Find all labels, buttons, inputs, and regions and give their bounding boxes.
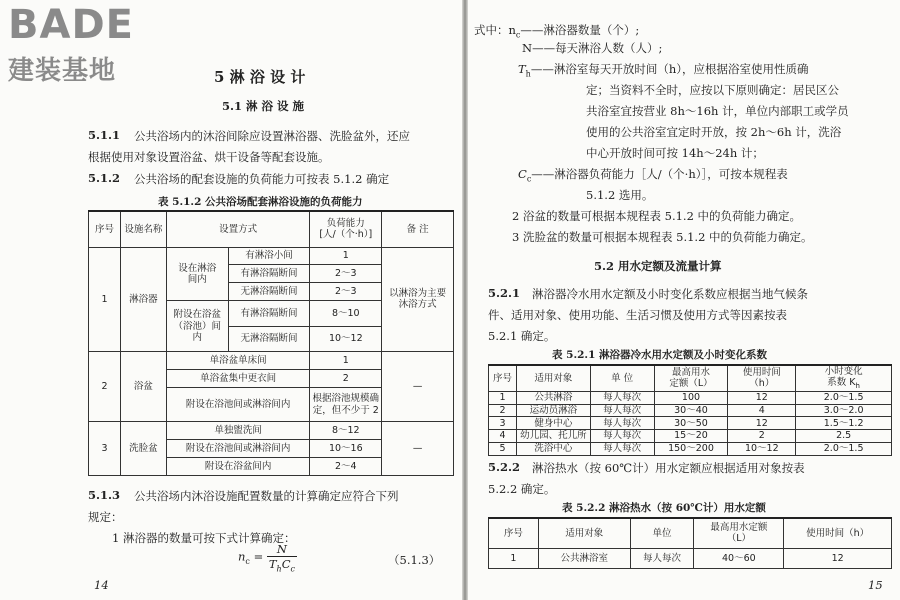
table-cell: 8～12 [310, 422, 382, 440]
table-cell: 10～12 [310, 326, 382, 351]
table-cell: 12 [784, 548, 892, 569]
para-513-line2: 规定： [88, 510, 123, 524]
table-cell: 12 [728, 417, 796, 430]
page-number-left: 14 [94, 578, 109, 592]
row-1-facility: 淋浴器 [120, 247, 166, 352]
table-cell: 100 [654, 391, 728, 404]
row-3-note: — [382, 422, 454, 476]
t521-header-unit: 单 位 [590, 365, 654, 391]
table-row [489, 391, 892, 404]
row-1-group-a: 设在淋浴 间内 [166, 247, 228, 301]
t522-header-unit: 单位 [630, 518, 694, 548]
table-cell: 12 [728, 391, 796, 404]
table-cell: 无淋浴隔断间 [228, 283, 310, 301]
where-line-3d: 共浴室宜按营业 8h～16h 计，单位内部职工或学员 [586, 104, 849, 118]
table-cell: 每人每次 [590, 430, 654, 443]
para-521-num: 5.2.1 [488, 286, 521, 300]
header-note: 备 注 [382, 211, 454, 247]
where-line-3: $T_h——$淋浴室每天开放时间（h），应根据浴室使用性质确 [518, 62, 809, 79]
table-cell: 150～200 [654, 443, 728, 456]
table-521 [488, 364, 892, 456]
table-cell: 有淋浴隔断间 [228, 265, 310, 283]
para-521-line1: 淋浴器冷水用水定额及小时变化系数应根据当地气候条 [532, 287, 808, 301]
table-cell: 30～40 [654, 404, 728, 417]
table-cell: 无淋浴隔断间 [228, 326, 310, 351]
table-cell: 40～60 [694, 548, 784, 569]
para-521-line3: 5.2.1 确定。 [488, 329, 556, 343]
table-cell: 1.5～1.2 [796, 417, 892, 430]
para-511-line1: 公共浴场内的沐浴间除应设置淋浴器、洗脸盆外，还应 [134, 129, 410, 143]
where-line-1: 式中：$n_c——$淋浴器数量（个）; [474, 23, 640, 40]
table-cell: 2.0～1.5 [796, 443, 892, 456]
table-cell: 10～16 [310, 440, 382, 458]
table-cell: 洗浴中心 [516, 443, 590, 456]
row-1-index: 1 [89, 247, 121, 352]
para-522-num: 5.2.2 [488, 460, 521, 474]
row-3-facility: 洗脸盆 [120, 422, 166, 476]
table-cell: 有淋浴隔断间 [228, 301, 310, 326]
where-line-3e: 使用的公共浴室宜定时开放，按 2h～6h 计，洗浴 [586, 125, 842, 139]
table-cell: 公共淋浴 [516, 391, 590, 404]
table-cell: 2 [728, 430, 796, 443]
table-cell: 附设在浴池间或淋浴间内 [166, 388, 310, 422]
row-2-note: — [382, 352, 454, 422]
para-521-line2: 件、适用对象、使用功能、生活习惯及使用方式等因素按表 [488, 308, 787, 322]
table-cell: 3.0～2.0 [796, 404, 892, 417]
para-512-num: 5.1.2 [88, 171, 121, 185]
table-cell: 4 [728, 404, 796, 417]
table-cell: 单浴盆集中更衣间 [166, 370, 310, 388]
row-2-facility: 浴盆 [120, 352, 166, 422]
table-cell: 幼儿园、托儿所 [516, 430, 590, 443]
t522-header-index: 序号 [489, 518, 539, 548]
table-cell: 单浴盆单床间 [166, 352, 310, 370]
para-511-num: 5.1.1 [88, 128, 121, 142]
where-line-3c: 定；当资料不全时，应按以下原则确定：居民区公 [586, 83, 839, 97]
table-cell: 15～20 [654, 430, 728, 443]
table-cell: 2～4 [310, 457, 382, 475]
table-cell: 1 [310, 352, 382, 370]
para-522-line2: 5.2.2 确定。 [488, 482, 556, 496]
table-cell: 8～10 [310, 301, 382, 326]
table-cell: 2 [310, 370, 382, 388]
table-cell: 2～3 [310, 265, 382, 283]
table-cell: 2～3 [310, 283, 382, 301]
row-1-note: 以淋浴为主要 沐浴方式 [382, 247, 454, 352]
t522-header-time: 使用时间（h） [784, 518, 892, 548]
table-cell: 附设在浴池间或淋浴间内 [166, 440, 310, 458]
para-512-line1: 公共浴场的配套设施的负荷能力可按表 5.1.2 确定 [134, 172, 390, 186]
table-cell: 4 [489, 430, 517, 443]
item-1: 1 淋浴器的数量可按下式计算确定： [112, 531, 296, 545]
para-513-num: 5.1.3 [88, 488, 121, 502]
header-capacity: 负荷能力 [人/（个·h）] [310, 211, 382, 247]
table-cell: 1 [489, 391, 517, 404]
item-2: 2 浴盆的数量可根据本规程表 5.1.2 中的负荷能力确定。 [512, 209, 802, 223]
row-1-group-b: 附设在浴盆 （浴池）间内 [166, 301, 228, 352]
table-cell: 每人每次 [590, 417, 654, 430]
table-row [489, 404, 892, 417]
formula-513: $n_c$ = $\frac{N}{T_hC_c}$ [238, 542, 295, 574]
table-cell: 每人每次 [630, 548, 694, 569]
right-page [468, 0, 900, 600]
table-row [489, 417, 892, 430]
table-row [489, 443, 892, 456]
where-line-4c: 5.1.2 选用。 [586, 188, 654, 202]
table-row [489, 548, 892, 569]
table-cell: 1 [310, 247, 382, 265]
table-cell: 5 [489, 443, 517, 456]
table-cell: 3 [489, 417, 517, 430]
section-52-title: 5.2 用水定额及流量计算 [594, 259, 722, 273]
where-line-2: N——每天淋浴人数（人）; [522, 41, 663, 55]
logo-chinese: 建装基地 [8, 56, 117, 86]
para-513-line1: 公共浴场内沐浴设施配置数量的计算确定应符合下列 [134, 489, 399, 503]
chapter-title: 5 淋 浴 设 计 [214, 68, 306, 86]
table-cell: 每人每次 [590, 391, 654, 404]
page-number-right: 15 [868, 578, 883, 592]
table-cell: 根据浴池规模确 定，但不少于 2 [310, 388, 382, 422]
table-cell: 公共淋浴室 [538, 548, 630, 569]
t521-header-time: 使用时间 （h） [728, 365, 796, 391]
table-522-title: 表 5.2.2 淋浴热水（按 60℃计）用水定额 [562, 502, 766, 514]
row-2-index: 2 [89, 352, 121, 422]
section-title: 5.1 淋 浴 设 施 [222, 99, 305, 113]
header-facility: 设施名称 [120, 211, 166, 247]
para-511-line2: 根据使用对象设置浴盆、烘干设备等配套设施。 [88, 150, 330, 164]
table-cell: 附设在浴盆间内 [166, 457, 310, 475]
table-cell: 有淋浴小间 [228, 247, 310, 265]
para-522-line1: 淋浴热水（按 60℃计）用水定额应根据适用对象按表 [532, 461, 805, 475]
formula-number: （5.1.3） [388, 553, 441, 567]
table-cell: 健身中心 [516, 417, 590, 430]
table-cell: 单独盥洗间 [166, 422, 310, 440]
header-method: 设置方式 [166, 211, 310, 247]
t522-header-target: 适用对象 [538, 518, 630, 548]
t521-header-index: 序号 [489, 365, 517, 391]
table-cell: 10～12 [728, 443, 796, 456]
table-521-title: 表 5.2.1 淋浴器冷水用水定额及小时变化系数 [552, 349, 768, 361]
t521-header-target: 适用对象 [516, 365, 590, 391]
t522-header-quota: 最高用水定额 （L） [694, 518, 784, 548]
table-row [489, 430, 892, 443]
t521-header-quota: 最高用水 定额（L） [654, 365, 728, 391]
table-512-title: 表 5.1.2 公共浴场配套淋浴设施的负荷能力 [158, 196, 363, 208]
table-cell: 2.0～1.5 [796, 391, 892, 404]
table-522 [488, 517, 892, 569]
table-cell: 2 [489, 404, 517, 417]
table-cell: 每人每次 [590, 443, 654, 456]
logo-latin: BADE [8, 2, 134, 48]
header-index: 序号 [89, 211, 121, 247]
where-line-4: $C_c——$淋浴器负荷能力［人/（个·h）］，可按本规程表 [518, 167, 788, 184]
row-3-index: 3 [89, 422, 121, 476]
table-cell: 1 [489, 548, 539, 569]
table-cell: 30～50 [654, 417, 728, 430]
item-3: 3 洗脸盆的数量可根据本规程表 5.1.2 中的负荷能力确定。 [512, 230, 813, 244]
table-cell: 运动员淋浴 [516, 404, 590, 417]
table-cell: 2.5 [796, 430, 892, 443]
table-512 [88, 210, 454, 476]
table-cell: 每人每次 [590, 404, 654, 417]
t521-header-coef: 小时变化 系数 $K_h$ [796, 365, 892, 391]
where-line-3f: 中心开放时间可按 14h～24h 计； [586, 146, 764, 160]
